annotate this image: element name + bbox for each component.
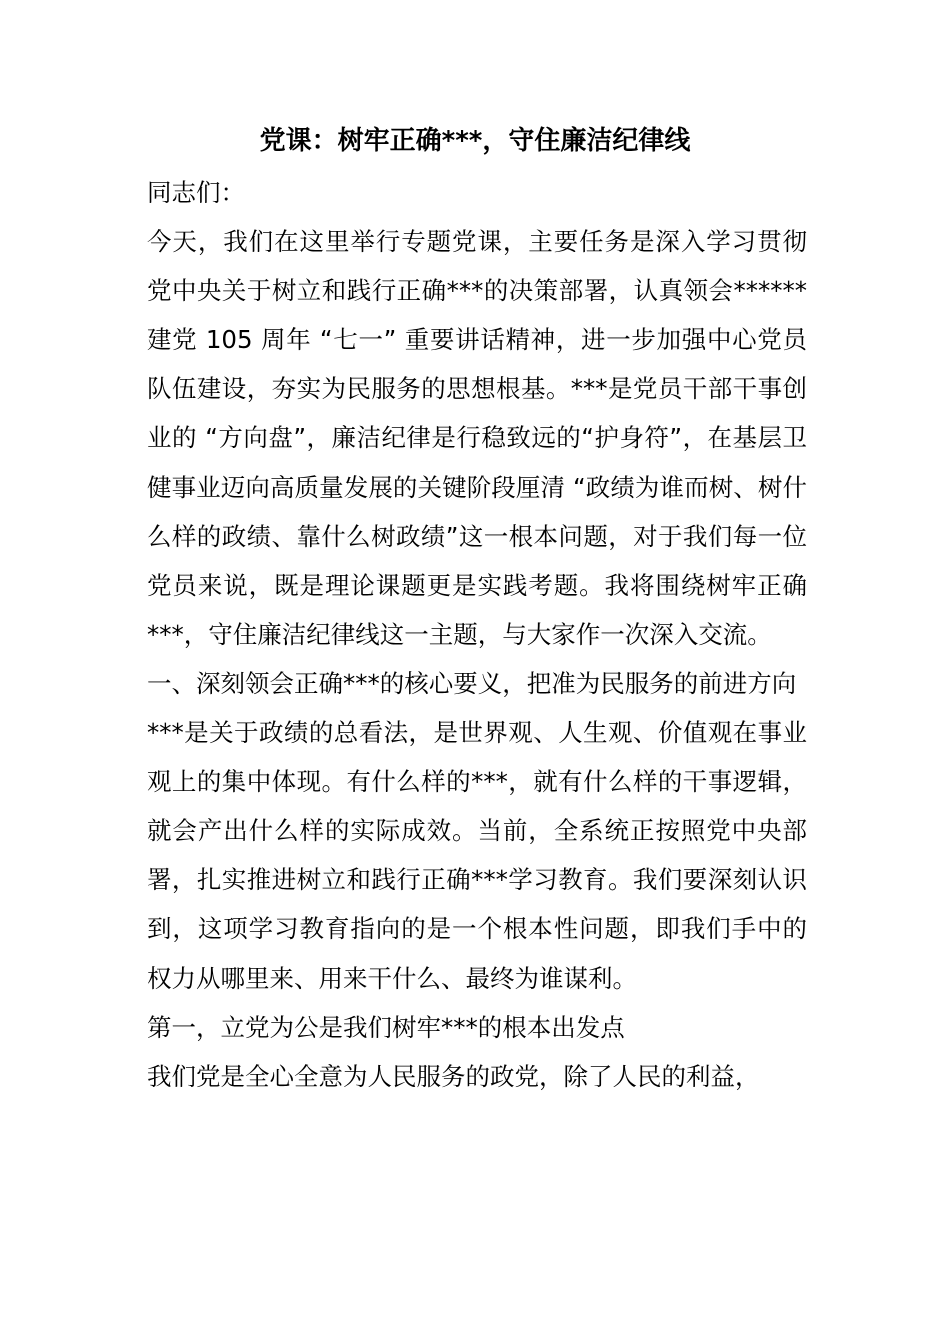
section-heading: 一、深刻领会正确***的核心要义，把准为民服务的前进方向 xyxy=(147,668,797,698)
body-paragraph: ***是关于政绩的总看法，是世界观、人生观、价值观在事业观上的集中体现。有什么样的***，就有什么样的干事逻辑，就会产出什么样的实际成效。当前，全系统正按照党中央部署，扎实推进树立和践行正确***学习教育。我们要深刻认识到，这项学习教育指向的是一个根本性问题，即我们手中的权力从哪里来、用来干什么、最终为谁谋利。 xyxy=(147,718,807,993)
body-paragraph: 今天，我们在这里举行专题党课，主要任务是深入学习贯彻党中央关于树立和践行正确***的决策部署，认真领会******建党 105 周年 “七一” 重要讲话精神，进一步加强中心党员队伍建设，夯实为民服务的思想根基。***是党员干部干事创业的 “方向盘”，廉洁纪律是行稳致远的“护身符”，在基层卫健事业迈向高质量发展的关键阶段厘清 “政绩为谁而树、树什么样的政绩、靠什么树政绩”这一根本问题，对于我们每一位党员来说，既是理论课题更是实践考题。我将围绕树牢正确***，守住廉洁纪律线这一主题，与大家作一次深入交流。 xyxy=(147,227,807,649)
body-paragraph: 我们党是全心全意为人民服务的政党，除了人民的利益， xyxy=(147,1061,760,1091)
document-body xyxy=(147,168,807,1101)
salutation: 同志们： xyxy=(147,178,245,207)
subsection-heading: 第一，立党为公是我们树牢***的根本出发点 xyxy=(147,1012,625,1042)
document-title: 党课：树牢正确***，守住廉洁纪律线 xyxy=(259,126,691,156)
